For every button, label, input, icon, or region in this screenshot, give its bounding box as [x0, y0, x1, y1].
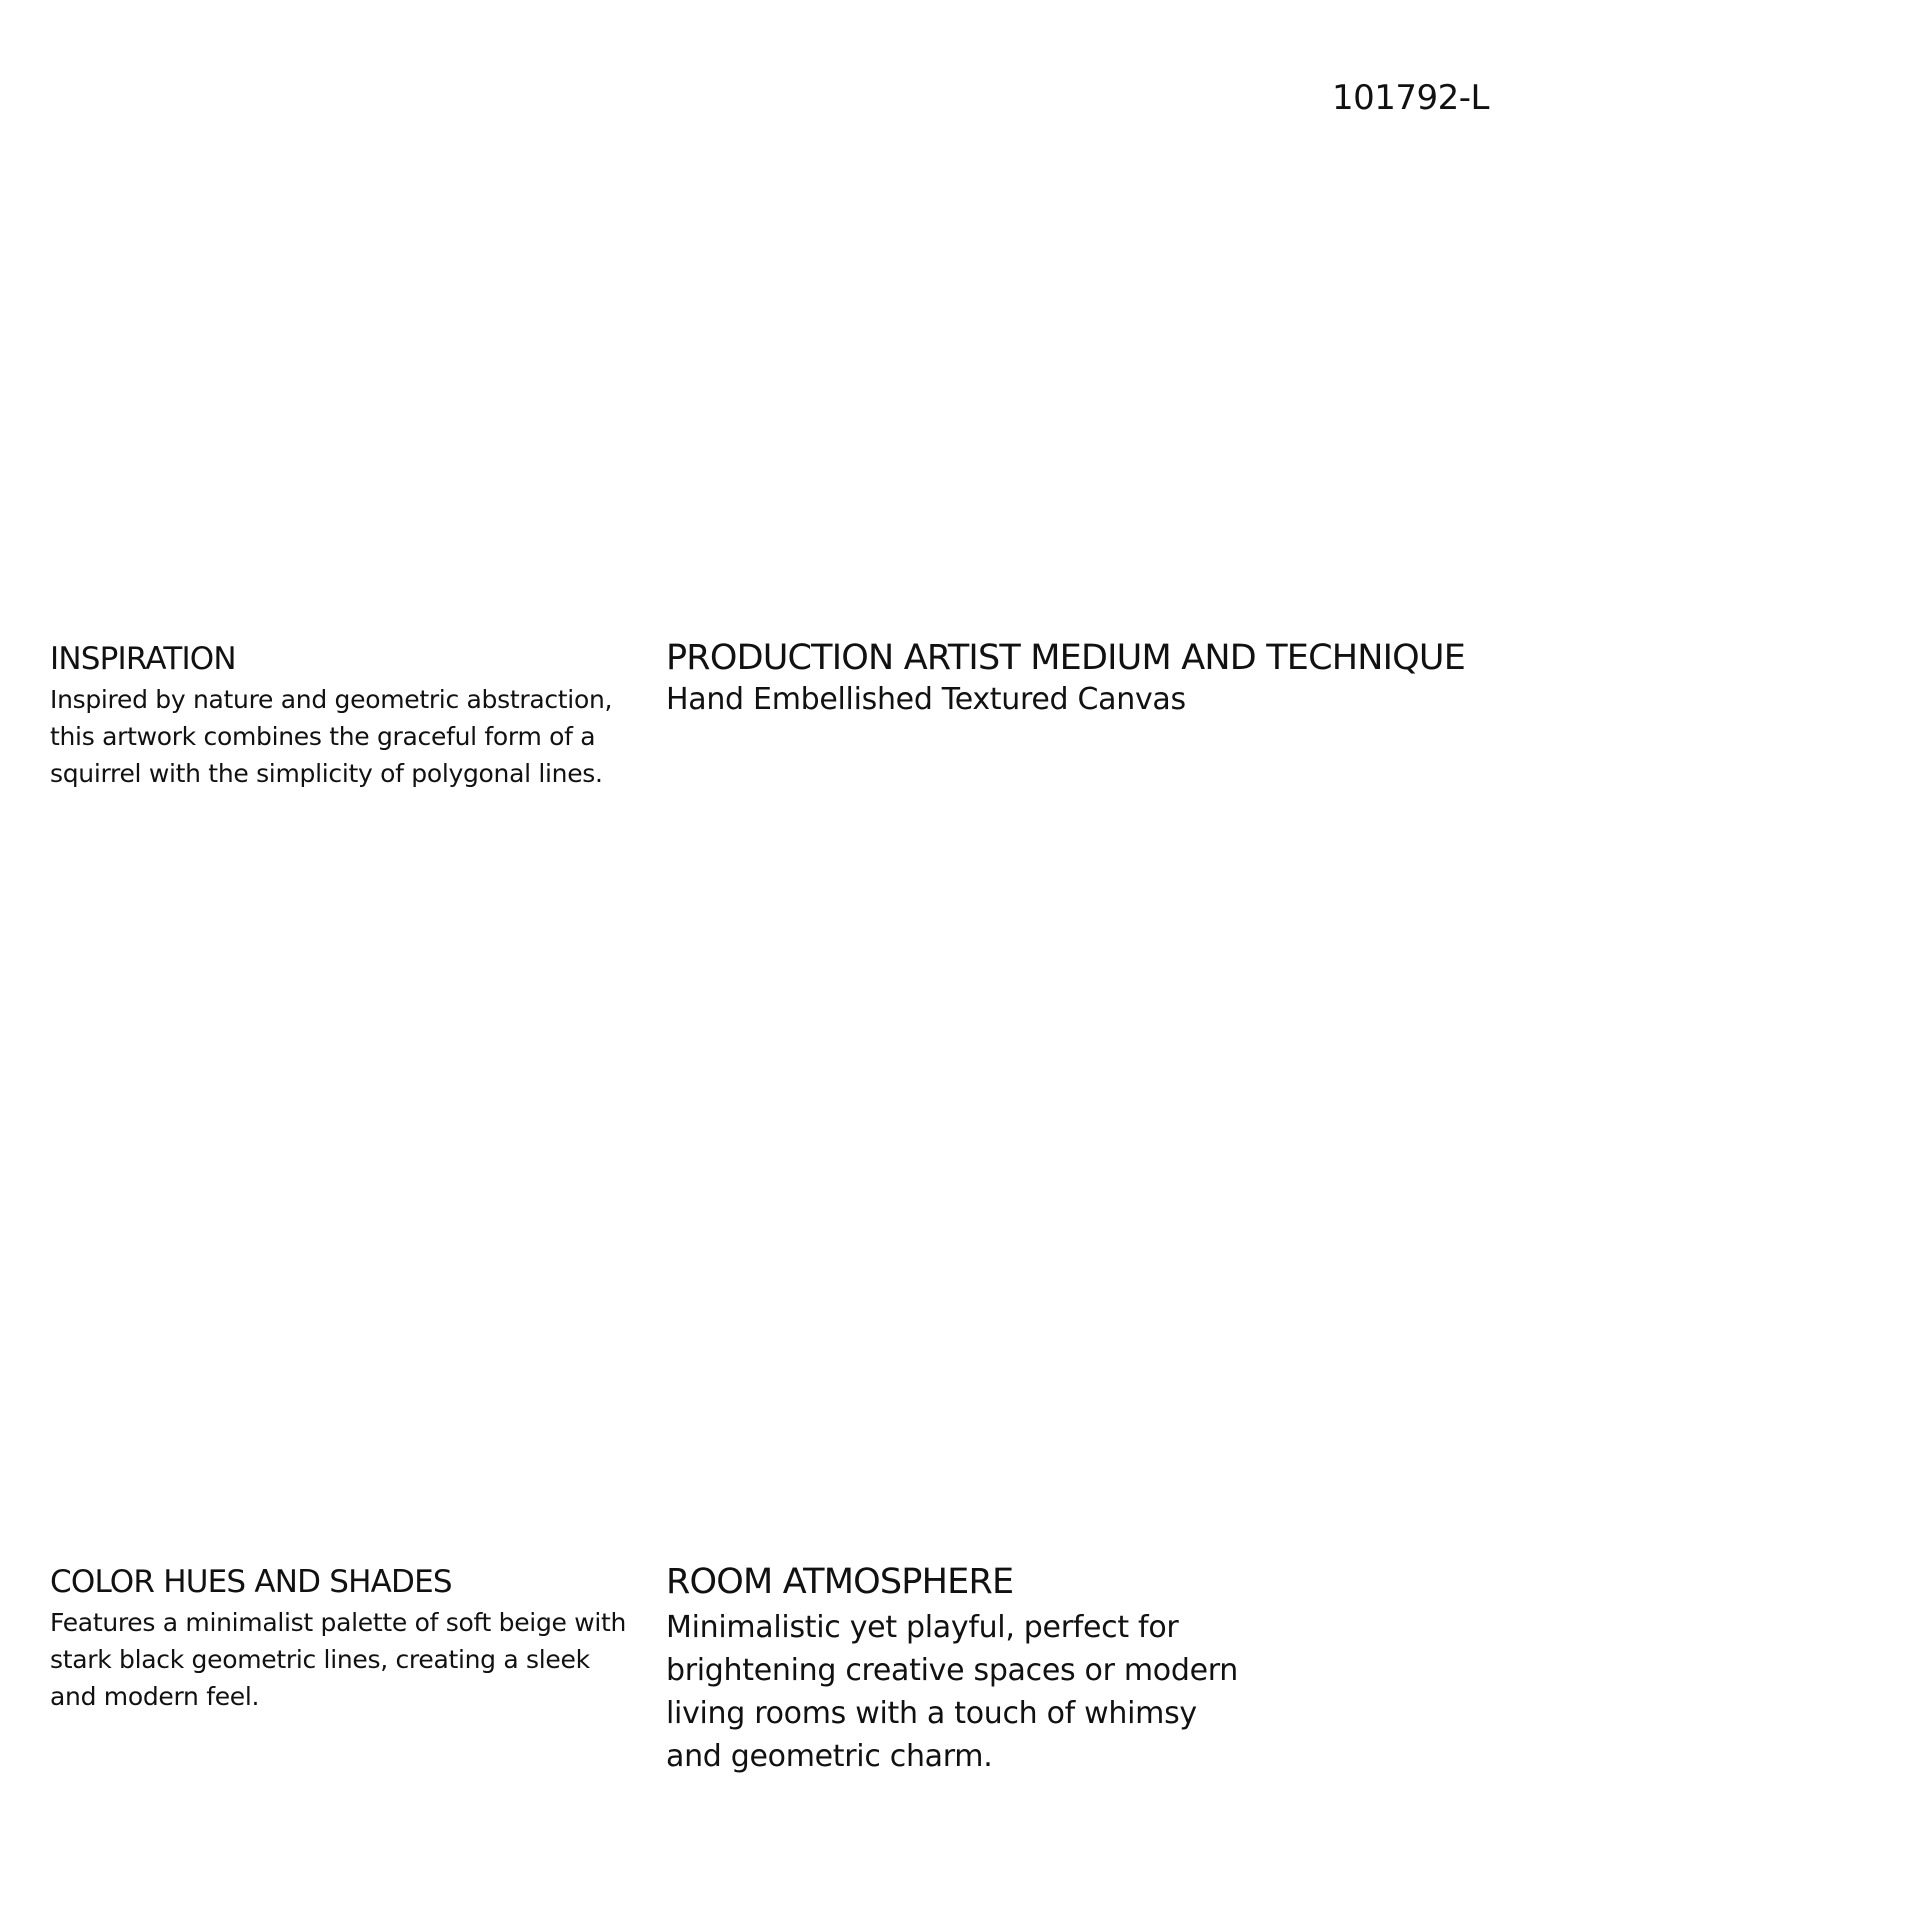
inspiration-heading: INSPIRATION: [50, 641, 236, 677]
room-atmosphere-heading: ROOM ATMOSPHERE: [666, 1562, 1014, 1602]
color-hues-heading: COLOR HUES AND SHADES: [50, 1564, 452, 1600]
medium-technique-text: Hand Embellished Textured Canvas: [666, 682, 1186, 717]
inspiration-text: Inspired by nature and geometric abstraction, this artwork combines the graceful form of a squirrel with the simplicity of polygonal lines.: [50, 685, 613, 788]
room-atmosphere-text: Minimalistic yet playful, perfect for brightening creative spaces or modern living rooms with a touch of whimsy and geometric charm.: [666, 1610, 1238, 1774]
medium-technique-section: [666, 634, 1666, 720]
medium-technique-heading: PRODUCTION ARTIST MEDIUM AND TECHNIQUE: [666, 638, 1466, 678]
room-atmosphere-section: [666, 1558, 1256, 1778]
color-hues-section: [50, 1560, 640, 1715]
color-hues-text: Features a minimalist palette of soft beige with stark black geometric lines, creating a sleek and modern feel.: [50, 1608, 627, 1711]
product-code: 101792-L: [1332, 78, 1490, 118]
inspiration-section: [50, 637, 640, 792]
